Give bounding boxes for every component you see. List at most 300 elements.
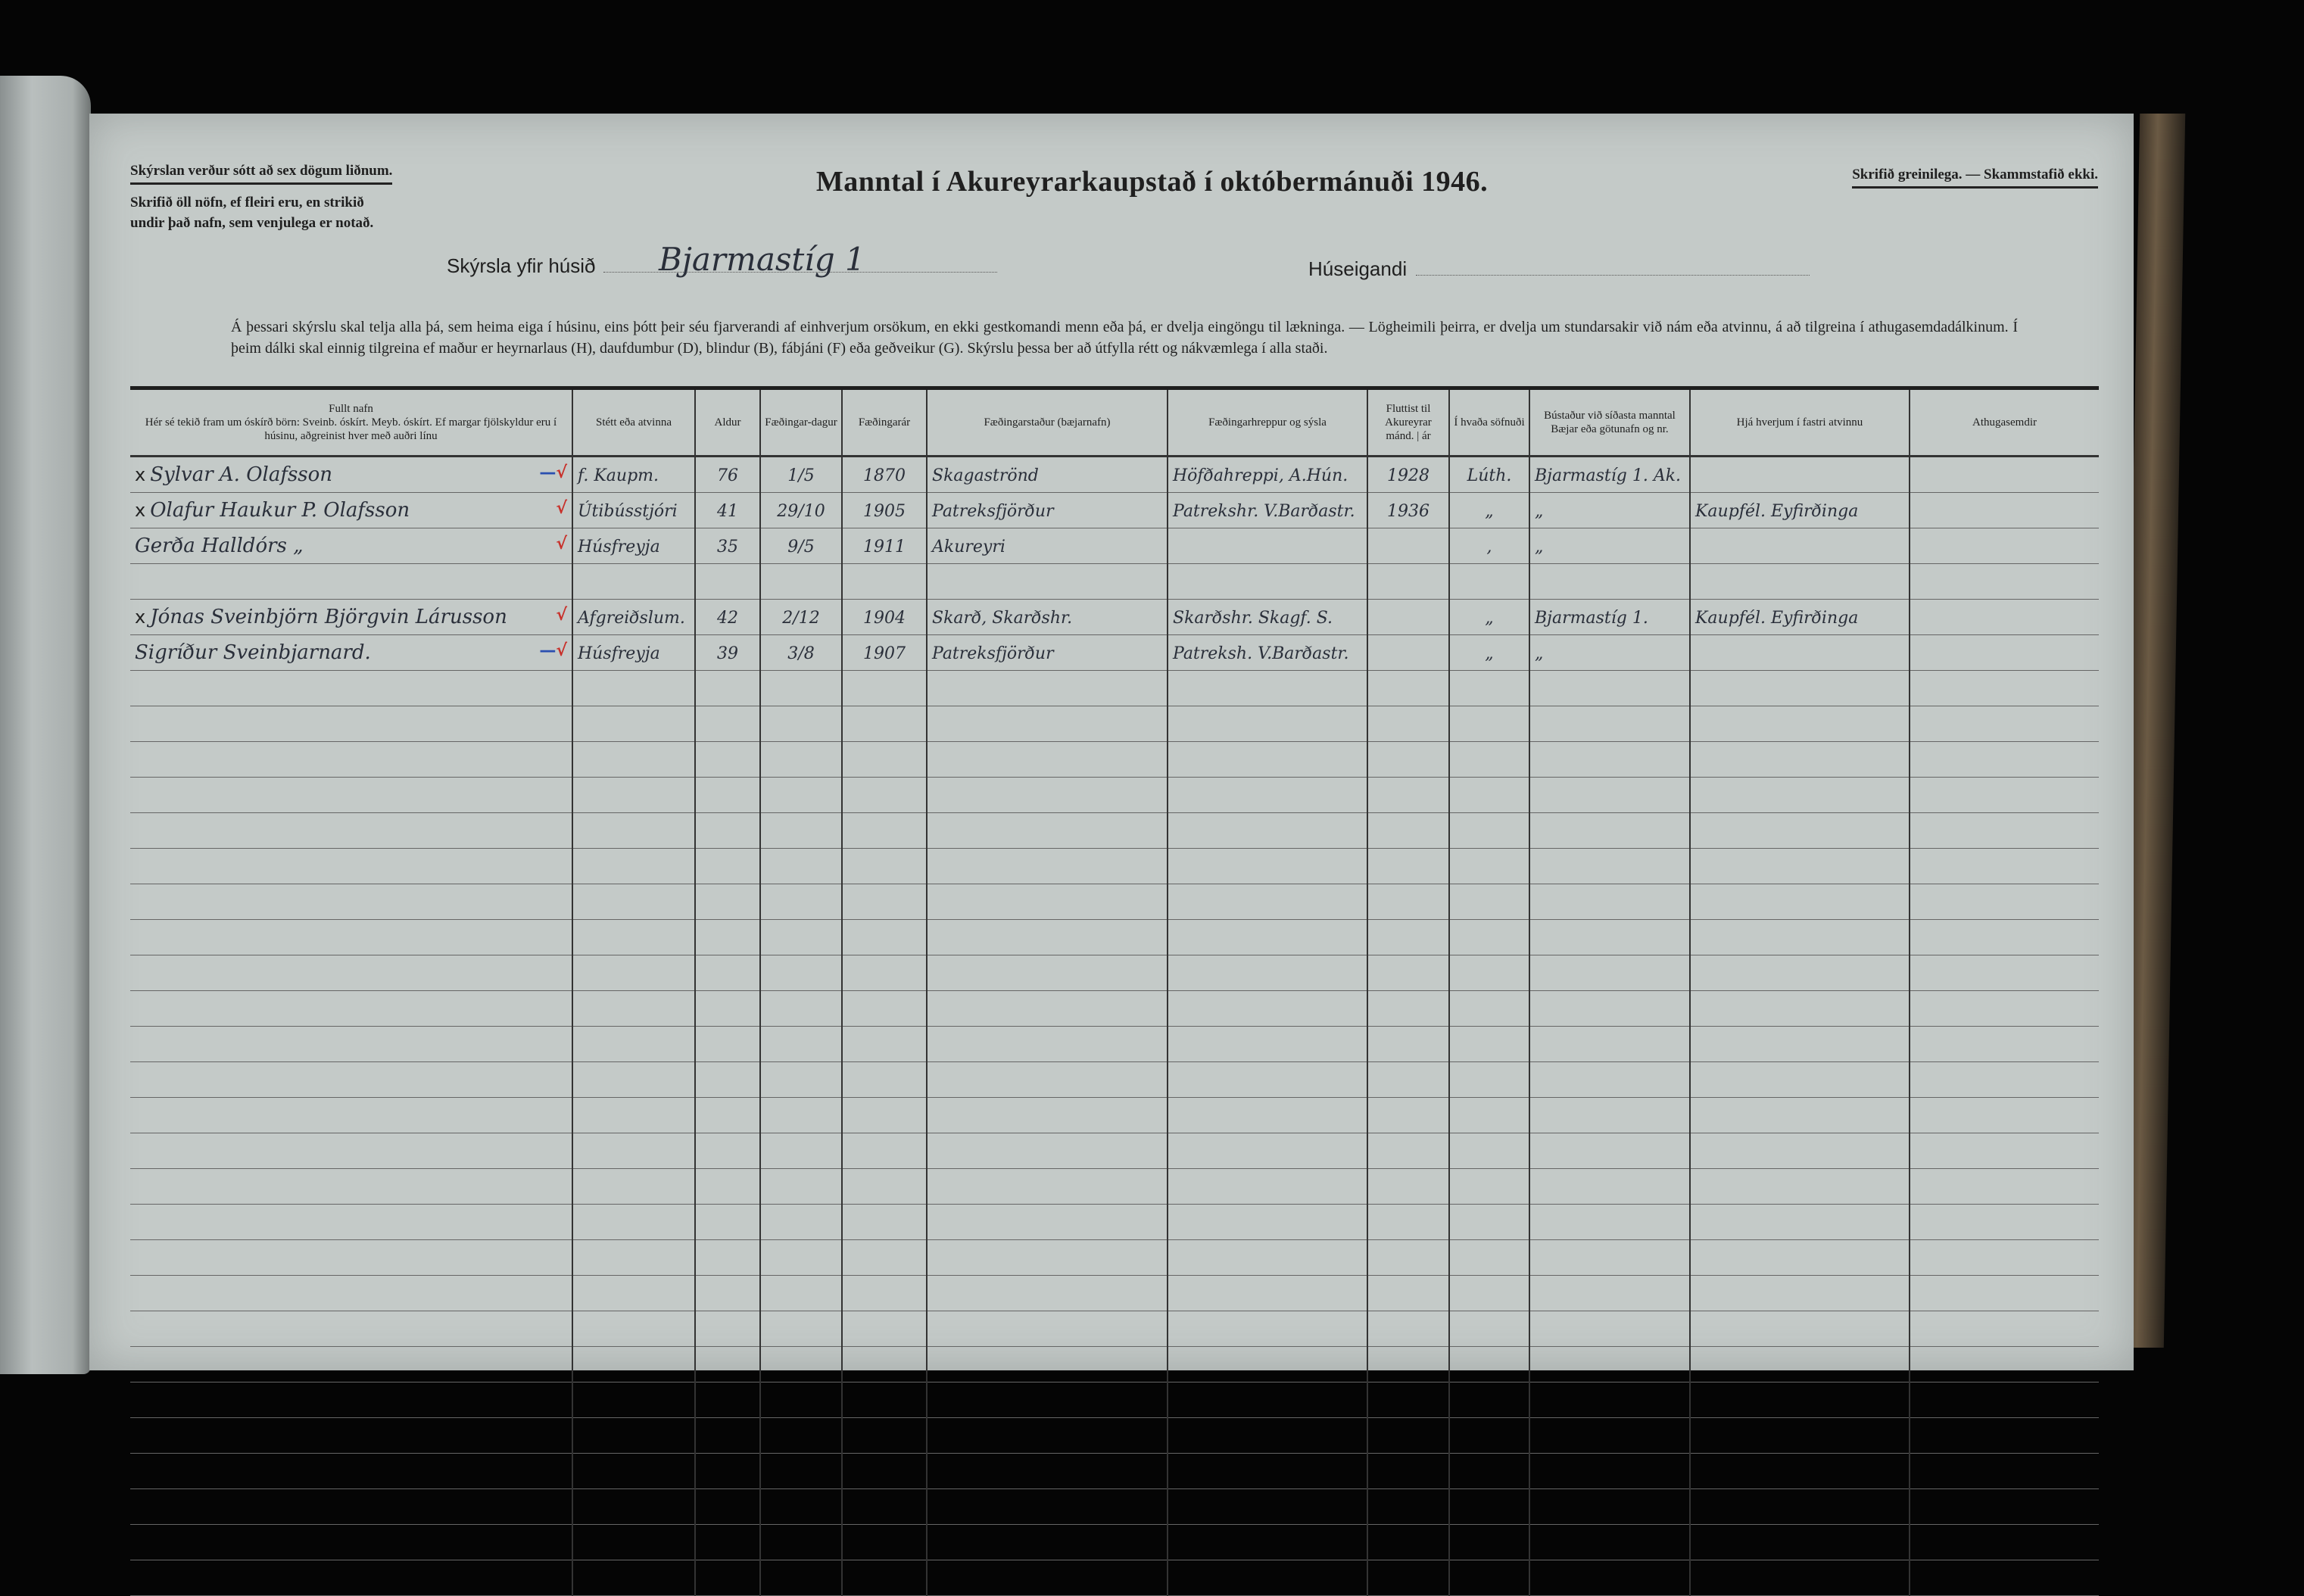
col-moved-to-akureyri-cell	[1367, 813, 1449, 849]
col-remarks-cell	[1910, 706, 2099, 742]
col-birthday-cell	[760, 1418, 842, 1454]
col-remarks-cell	[1910, 1347, 2099, 1382]
col-birth-parish-cell	[1168, 635, 1367, 671]
col-employer-cell	[1690, 528, 1910, 564]
col-occupation-value: Húsfreyja	[578, 644, 660, 663]
col-birthday-cell	[760, 813, 842, 849]
col-congregation-cell	[1449, 528, 1529, 564]
col-moved-to-akureyri-value: 1936	[1387, 502, 1429, 521]
col-moved-to-akureyri-cell	[1367, 1240, 1449, 1276]
col-remarks-cell	[1910, 1098, 2099, 1133]
col-congregation-cell	[1449, 1525, 1529, 1560]
col-age-cell	[695, 955, 760, 991]
col-birthday-value: 3/8	[787, 644, 815, 663]
col-full-name-cell	[130, 920, 572, 955]
col-employer-cell	[1690, 778, 1910, 813]
col-occupation-cell	[572, 742, 695, 778]
col-congregation-cell	[1449, 1454, 1529, 1489]
col-occupation-cell	[572, 671, 695, 706]
col-birth-parish-cell	[1168, 457, 1367, 493]
col-birth-parish-header: Fæðingarhreppur og sýsla	[1168, 388, 1367, 457]
col-occupation-cell	[572, 1454, 695, 1489]
col-moved-to-akureyri-cell	[1367, 1311, 1449, 1347]
col-full-name-cell	[130, 1205, 572, 1240]
col-birthplace-value: Skarð, Skarðshr.	[932, 609, 1073, 628]
col-congregation-cell	[1449, 1382, 1529, 1418]
col-moved-to-akureyri-cell	[1367, 1382, 1449, 1418]
col-birthyear-cell	[842, 1205, 927, 1240]
col-age-cell	[695, 1098, 760, 1133]
col-occupation-value: Húsfreyja	[578, 538, 660, 556]
col-congregation-cell	[1449, 1489, 1529, 1525]
col-previous-address-value: „	[1535, 502, 1544, 521]
col-age-cell	[695, 706, 760, 742]
col-congregation-cell	[1449, 1205, 1529, 1240]
col-previous-address-cell	[1529, 528, 1690, 564]
col-previous-address-cell	[1529, 920, 1690, 955]
col-birthday-cell	[760, 600, 842, 635]
col-previous-address-cell	[1529, 849, 1690, 884]
col-full-name-cell	[130, 528, 572, 564]
col-full-name-cell	[130, 742, 572, 778]
col-birth-parish-cell	[1168, 1560, 1367, 1596]
col-birth-parish-cell	[1168, 920, 1367, 955]
check-ticks: √	[556, 606, 567, 625]
col-birth-parish-value: Patrekshr. V.Barðastr.	[1173, 502, 1355, 521]
col-congregation-cell	[1449, 1347, 1529, 1382]
col-birth-parish-cell	[1168, 1525, 1367, 1560]
col-birthday-cell	[760, 1027, 842, 1062]
col-remarks-cell	[1910, 528, 2099, 564]
col-birthday-cell	[760, 635, 842, 671]
col-employer-cell	[1690, 564, 1910, 600]
col-age-value: 35	[717, 538, 738, 556]
col-occupation-header: Stétt eða atvinna	[572, 388, 695, 457]
col-birthday-cell	[760, 849, 842, 884]
col-birthplace-cell	[927, 1347, 1168, 1382]
owner-label: Húseigandi	[1308, 257, 1408, 280]
col-congregation-header: Í hvaða söfnuði	[1449, 388, 1529, 457]
col-remarks-cell	[1910, 1525, 2099, 1560]
col-age-cell	[695, 1276, 760, 1311]
col-birthplace-cell	[927, 600, 1168, 635]
col-occupation-cell	[572, 528, 695, 564]
instructions-text: Á þessari skýrslu skal telja alla þá, sem heima eiga í húsinu, eins þótt þeir séu fjarverandi af einhverjum orsökum, en ekki gestkomandi menn eða þá, er dvelja eingöngu til lækninga. — Lögheimili þeirra, er dvelja um stundarsakir við nám eða atvinnu, á að tilgreina í athugasemdadálkinum. Í þeim dálki skal einnig tilgreina ef maður er heyrnarlaus (H), daufdumbur (D), blindur (B), fábjáni (F) eða geðveikur (G). Skýrslu þessa ber að útfylla rétt og nákvæmlega í alla staði.	[231, 319, 2018, 357]
col-age-cell	[695, 1525, 760, 1560]
col-age-cell	[695, 813, 760, 849]
col-birthplace-cell	[927, 1418, 1168, 1454]
col-employer-cell	[1690, 1560, 1910, 1596]
col-remarks-cell	[1910, 955, 2099, 991]
col-congregation-cell	[1449, 1062, 1529, 1098]
col-previous-address-cell	[1529, 1205, 1690, 1240]
col-birthplace-value: Patreksfjörður	[932, 502, 1054, 521]
col-previous-address-cell	[1529, 1311, 1690, 1347]
col-birthplace-cell	[927, 671, 1168, 706]
col-occupation-cell	[572, 1169, 695, 1205]
col-previous-address-cell	[1529, 1027, 1690, 1062]
table-row	[130, 849, 2099, 884]
col-birthday-cell	[760, 920, 842, 955]
col-birthday-cell	[760, 1454, 842, 1489]
col-age-cell	[695, 920, 760, 955]
table-row	[130, 920, 2099, 955]
table-row	[130, 742, 2099, 778]
col-birth-parish-cell	[1168, 1027, 1367, 1062]
col-previous-address-cell	[1529, 635, 1690, 671]
table-row	[130, 1525, 2099, 1560]
table-row	[130, 564, 2099, 600]
col-full-name-cell	[130, 1311, 572, 1347]
col-birth-parish-cell	[1168, 1276, 1367, 1311]
col-previous-address-cell	[1529, 991, 1690, 1027]
col-remarks-cell	[1910, 884, 2099, 920]
col-moved-to-akureyri-cell	[1367, 920, 1449, 955]
col-birthyear-cell	[842, 1311, 927, 1347]
col-moved-to-akureyri-cell	[1367, 1169, 1449, 1205]
col-birthplace-cell	[927, 1027, 1168, 1062]
col-occupation-cell	[572, 493, 695, 528]
col-occupation-cell	[572, 600, 695, 635]
col-full-name-cell	[130, 706, 572, 742]
col-age-cell	[695, 1347, 760, 1382]
table-body	[130, 457, 2099, 1596]
col-birthplace-cell	[927, 528, 1168, 564]
col-occupation-cell	[572, 955, 695, 991]
col-occupation-value: Afgreiðslum.	[578, 609, 685, 628]
col-employer-cell	[1690, 849, 1910, 884]
header-right-note: Skrifið greinilega. — Skammstafið ekki.	[1852, 167, 2098, 189]
col-congregation-cell	[1449, 706, 1529, 742]
col-remarks-cell	[1910, 813, 2099, 849]
col-birthday-cell	[760, 955, 842, 991]
col-moved-to-akureyri-cell	[1367, 849, 1449, 884]
col-birthyear-cell	[842, 991, 927, 1027]
col-remarks-cell	[1910, 1027, 2099, 1062]
col-remarks-cell	[1910, 920, 2099, 955]
col-birthday-cell	[760, 778, 842, 813]
table-row	[130, 671, 2099, 706]
col-occupation-cell	[572, 1205, 695, 1240]
col-birthyear-value: 1870	[863, 466, 906, 485]
table-row	[130, 1205, 2099, 1240]
col-full-name-cell	[130, 1276, 572, 1311]
col-congregation-cell	[1449, 849, 1529, 884]
col-birthyear-value: 1911	[863, 538, 906, 556]
col-previous-address-cell	[1529, 1418, 1690, 1454]
table-row	[130, 493, 2099, 528]
check-ticks: √	[556, 499, 567, 518]
col-moved-to-akureyri-cell	[1367, 600, 1449, 635]
col-birthplace-cell	[927, 813, 1168, 849]
col-birthday-cell	[760, 1133, 842, 1169]
col-moved-to-akureyri-cell	[1367, 635, 1449, 671]
col-congregation-cell	[1449, 742, 1529, 778]
col-remarks-cell	[1910, 671, 2099, 706]
col-moved-to-akureyri-cell	[1367, 564, 1449, 600]
col-remarks-cell	[1910, 1560, 2099, 1596]
col-age-cell	[695, 991, 760, 1027]
col-full-name-cell	[130, 1240, 572, 1276]
col-full-name-cell	[130, 955, 572, 991]
col-employer-cell	[1690, 1347, 1910, 1382]
col-occupation-cell	[572, 1418, 695, 1454]
col-birthday-cell	[760, 1098, 842, 1133]
col-birth-parish-value: Patreksh. V.Barðastr.	[1173, 644, 1349, 663]
col-birthyear-cell	[842, 457, 927, 493]
col-birthyear-cell	[842, 1133, 927, 1169]
col-birthyear-cell	[842, 1098, 927, 1133]
col-moved-to-akureyri-cell	[1367, 1098, 1449, 1133]
table-row	[130, 884, 2099, 920]
col-moved-to-akureyri-cell	[1367, 884, 1449, 920]
col-age-cell	[695, 671, 760, 706]
col-moved-to-akureyri-cell	[1367, 991, 1449, 1027]
col-previous-address-cell	[1529, 1062, 1690, 1098]
names-note-line1: Skrifið öll nöfn, ef fleiri eru, en strikið	[130, 195, 364, 210]
census-table	[130, 386, 2099, 1596]
col-previous-address-cell	[1529, 1098, 1690, 1133]
col-moved-to-akureyri-cell	[1367, 1454, 1449, 1489]
col-birthday-cell	[760, 671, 842, 706]
col-occupation-cell	[572, 1311, 695, 1347]
col-employer-cell	[1690, 493, 1910, 528]
col-age-value: 39	[717, 644, 738, 663]
col-birth-parish-value: Skarðshr. Skagf. S.	[1173, 609, 1333, 628]
col-birthplace-cell	[927, 1169, 1168, 1205]
collection-note: Skýrslan verður sótt að sex dögum liðnum.	[130, 161, 392, 185]
col-moved-to-akureyri-cell	[1367, 1205, 1449, 1240]
col-previous-address-cell	[1529, 600, 1690, 635]
col-congregation-cell	[1449, 1098, 1529, 1133]
row-mark: x	[135, 500, 146, 521]
col-employer-cell	[1690, 635, 1910, 671]
col-birth-parish-cell	[1168, 671, 1367, 706]
col-remarks-cell	[1910, 1311, 2099, 1347]
col-full-name-cell	[130, 1347, 572, 1382]
col-full-name-cell	[130, 1382, 572, 1418]
col-birthyear-cell	[842, 564, 927, 600]
col-moved-to-akureyri-cell	[1367, 1276, 1449, 1311]
col-birth-parish-cell	[1168, 1382, 1367, 1418]
col-birth-parish-cell	[1168, 1062, 1367, 1098]
col-birthplace-cell	[927, 1205, 1168, 1240]
col-remarks-cell	[1910, 1382, 2099, 1418]
col-birthday-cell	[760, 1062, 842, 1098]
col-birthyear-cell	[842, 778, 927, 813]
col-birthplace-cell	[927, 635, 1168, 671]
col-occupation-cell	[572, 1276, 695, 1311]
col-birthyear-value: 1904	[863, 609, 906, 628]
col-previous-address-header: Bústaður við síðasta manntal Bæjar eða götunafn og nr.	[1529, 388, 1690, 457]
col-employer-value: Kaupfél. Eyfirðinga	[1695, 502, 1859, 521]
col-remarks-cell	[1910, 1454, 2099, 1489]
col-congregation-cell	[1449, 920, 1529, 955]
col-age-value: 41	[717, 502, 738, 521]
col-remarks-cell	[1910, 635, 2099, 671]
col-previous-address-cell	[1529, 1347, 1690, 1382]
col-birthyear-cell	[842, 671, 927, 706]
col-moved-to-akureyri-cell	[1367, 1489, 1449, 1525]
row-mark: x	[135, 606, 146, 628]
col-birthplace-cell	[927, 1098, 1168, 1133]
col-birthplace-cell	[927, 955, 1168, 991]
table-row	[130, 1240, 2099, 1276]
col-birthyear-cell	[842, 635, 927, 671]
col-birthday-cell	[760, 991, 842, 1027]
table-row	[130, 778, 2099, 813]
col-birthyear-cell	[842, 1276, 927, 1311]
col-moved-to-akureyri-cell	[1367, 1027, 1449, 1062]
col-occupation-cell	[572, 991, 695, 1027]
col-birthyear-value: 1905	[863, 502, 906, 521]
col-employer-header: Hjá hverjum í fastri atvinnu	[1690, 388, 1910, 457]
col-previous-address-cell	[1529, 671, 1690, 706]
col-previous-address-cell	[1529, 813, 1690, 849]
col-remarks-cell	[1910, 1169, 2099, 1205]
col-occupation-cell	[572, 884, 695, 920]
col-age-value: 42	[717, 609, 738, 628]
col-congregation-cell	[1449, 493, 1529, 528]
col-occupation-cell	[572, 849, 695, 884]
col-birthplace-header: Fæðingarstaður (bæjarnafn)	[927, 388, 1168, 457]
col-full-name-cell	[130, 884, 572, 920]
col-birthday-cell	[760, 742, 842, 778]
col-employer-cell	[1690, 884, 1910, 920]
col-remarks-cell	[1910, 849, 2099, 884]
col-congregation-cell	[1449, 600, 1529, 635]
check-ticks: √	[556, 535, 567, 553]
col-congregation-cell	[1449, 457, 1529, 493]
col-employer-cell	[1690, 706, 1910, 742]
table-row	[130, 1027, 2099, 1062]
col-birthday-cell	[760, 1240, 842, 1276]
table-row	[130, 1276, 2099, 1311]
col-birthplace-cell	[927, 564, 1168, 600]
col-previous-address-value: „	[1535, 644, 1544, 663]
col-age-cell	[695, 1382, 760, 1418]
col-birthyear-cell	[842, 1062, 927, 1098]
col-birthday-cell	[760, 1347, 842, 1382]
col-birthyear-cell	[842, 1347, 927, 1382]
col-occupation-cell	[572, 564, 695, 600]
col-birthyear-cell	[842, 884, 927, 920]
page-title: Manntal í Akureyrarkaupstað í októbermánuði 1946.	[815, 166, 1489, 198]
col-full-name-cell	[130, 1560, 572, 1596]
col-birth-parish-cell	[1168, 528, 1367, 564]
col-birth-parish-cell	[1168, 1169, 1367, 1205]
col-full-name-cell	[130, 991, 572, 1027]
col-age-cell	[695, 1240, 760, 1276]
col-occupation-cell	[572, 1240, 695, 1276]
person-name: Jónas Sveinbjörn Björgvin Lárusson	[150, 606, 507, 628]
col-age-cell	[695, 1133, 760, 1169]
names-note-line2: undir það nafn, sem venjulega er notað.	[130, 215, 374, 231]
col-previous-address-value: Bjarmastíg 1. Ak.	[1535, 466, 1682, 485]
col-occupation-value: f. Kaupm.	[578, 466, 659, 485]
col-congregation-cell	[1449, 635, 1529, 671]
col-employer-cell	[1690, 1098, 1910, 1133]
col-previous-address-cell	[1529, 1276, 1690, 1311]
col-previous-address-cell	[1529, 1169, 1690, 1205]
col-moved-to-akureyri-cell	[1367, 528, 1449, 564]
col-age-cell	[695, 1169, 760, 1205]
col-occupation-cell	[572, 635, 695, 671]
table-row	[130, 955, 2099, 991]
table-header-row	[130, 388, 2099, 457]
col-congregation-cell	[1449, 778, 1529, 813]
person-name: Sylvar A. Olafsson	[150, 463, 333, 486]
col-full-name-cell	[130, 1525, 572, 1560]
col-age-cell	[695, 493, 760, 528]
col-birth-parish-cell	[1168, 1098, 1367, 1133]
table-row	[130, 1489, 2099, 1525]
col-congregation-cell	[1449, 671, 1529, 706]
col-moved-to-akureyri-cell	[1367, 457, 1449, 493]
col-birth-parish-cell	[1168, 1489, 1367, 1525]
col-occupation-cell	[572, 1489, 695, 1525]
col-remarks-cell	[1910, 1276, 2099, 1311]
col-birthyear-cell	[842, 1489, 927, 1525]
col-moved-to-akureyri-cell	[1367, 1133, 1449, 1169]
col-previous-address-cell	[1529, 1489, 1690, 1525]
col-birth-parish-cell	[1168, 1454, 1367, 1489]
col-previous-address-cell	[1529, 493, 1690, 528]
table-row	[130, 1382, 2099, 1418]
col-previous-address-cell	[1529, 457, 1690, 493]
col-birth-parish-cell	[1168, 813, 1367, 849]
col-birthplace-value: Akureyri	[932, 538, 1005, 556]
col-previous-address-cell	[1529, 884, 1690, 920]
col-occupation-cell	[572, 1347, 695, 1382]
col-birthday-header: Fæðingar-dagur	[760, 388, 842, 457]
col-previous-address-cell	[1529, 1133, 1690, 1169]
census-table-wrap	[130, 386, 2099, 1348]
col-birthplace-cell	[927, 1311, 1168, 1347]
col-employer-cell	[1690, 813, 1910, 849]
col-birth-parish-cell	[1168, 600, 1367, 635]
col-employer-cell	[1690, 457, 1910, 493]
col-employer-cell	[1690, 1240, 1910, 1276]
col-occupation-cell	[572, 1062, 695, 1098]
check-ticks: —√	[539, 641, 567, 660]
col-full-name-cell	[130, 1133, 572, 1169]
col-birth-parish-cell	[1168, 706, 1367, 742]
owner-dotted-line	[1416, 270, 1810, 276]
col-occupation-cell	[572, 813, 695, 849]
col-birth-parish-cell	[1168, 742, 1367, 778]
table-row	[130, 457, 2099, 493]
col-full-name-cell	[130, 493, 572, 528]
col-employer-cell	[1690, 1525, 1910, 1560]
house-value: Bjarmastíg 1	[659, 241, 865, 278]
table-row	[130, 635, 2099, 671]
col-moved-to-akureyri-cell	[1367, 1418, 1449, 1454]
table-row	[130, 1560, 2099, 1596]
col-previous-address-value: Bjarmastíg 1.	[1535, 609, 1648, 628]
table-row	[130, 1454, 2099, 1489]
col-occupation-cell	[572, 457, 695, 493]
col-remarks-cell	[1910, 457, 2099, 493]
col-birthplace-cell	[927, 742, 1168, 778]
col-occupation-value: Útibússtjóri	[578, 502, 678, 521]
col-employer-cell	[1690, 600, 1910, 635]
col-moved-to-akureyri-value: 1928	[1387, 466, 1429, 485]
col-occupation-cell	[572, 778, 695, 813]
col-birthyear-cell	[842, 706, 927, 742]
col-birthplace-cell	[927, 991, 1168, 1027]
col-congregation-cell	[1449, 1169, 1529, 1205]
